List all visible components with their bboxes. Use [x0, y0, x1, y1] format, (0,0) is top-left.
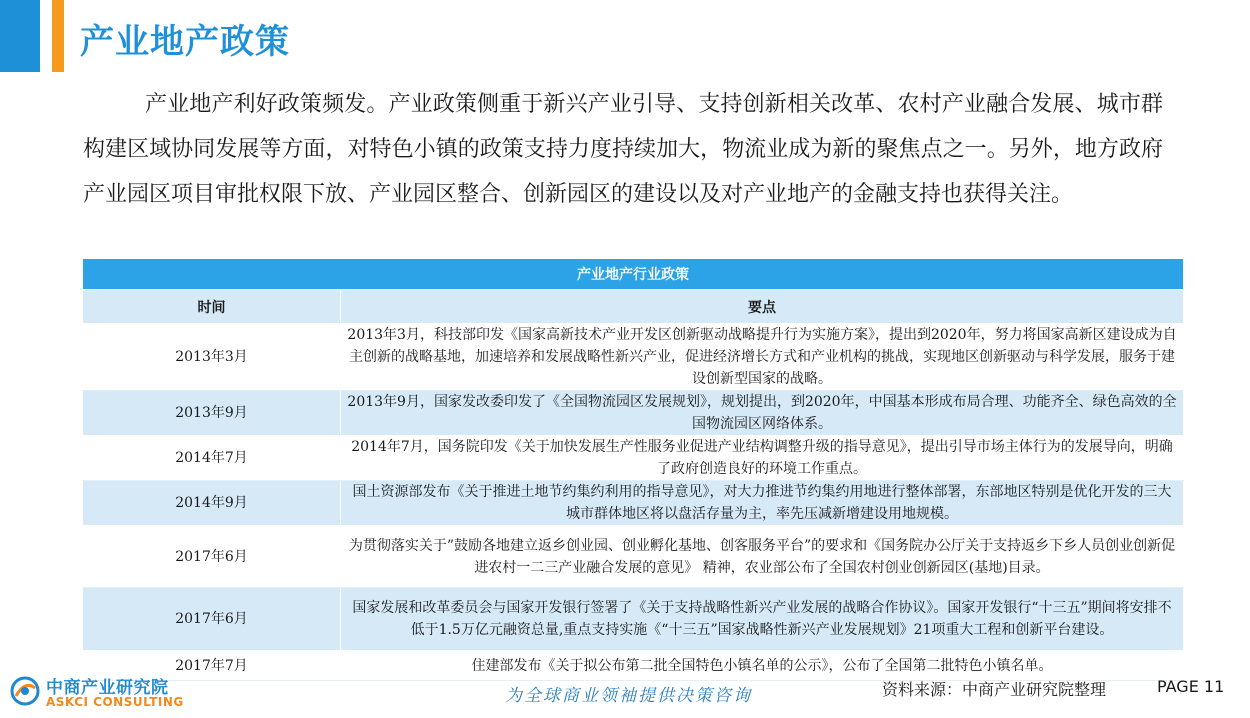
table-caption: 产业地产行业政策	[83, 259, 1184, 290]
row-date: 2014年9月	[83, 481, 341, 526]
askci-logo-icon	[10, 676, 40, 706]
footer-slogan: 为全球商业领袖提供决策咨询	[505, 686, 752, 706]
row-date: 2017年6月	[83, 526, 341, 588]
table-row	[83, 391, 1184, 436]
column-header-time: 时间	[83, 290, 341, 324]
table-row	[83, 436, 1184, 481]
row-date: 2017年7月	[83, 651, 341, 681]
row-point: 住建部发布《关于拟公布第二批全国特色小镇名单的公示》，公布了全国第二批特色小镇名单。	[341, 651, 1184, 681]
table-row	[83, 526, 1184, 588]
row-point: 为贯彻落实关于”鼓励各地建立返乡创业园、创业孵化基地、创客服务平台”的要求和《国务院办公厅关于支持返乡下乡人员创业创新促进农村一二三产业融合发展的意见》 精神，农业部公布了全国农村创业创新园区(基地)目录。	[341, 526, 1184, 588]
page-number: PAGE 11	[1157, 677, 1225, 696]
askci-logo	[4, 670, 184, 714]
row-point: 国家发展和改革委员会与国家开发银行签署了《关于支持战略性新兴产业发展的战略合作协议》。国家开发银行“十三五”期间将安排不低于1.5万亿元融资总量,重点支持实施《“十三五”国家战略性新兴产业发展规划》21项重大工程和创新平台建设。	[341, 588, 1184, 651]
table-row	[83, 588, 1184, 651]
row-point: 国土资源部发布《关于推进土地节约集约利用的指导意见》，对大力推进节约集约用地进行整体部署，东部地区特别是优化开发的三大城市群体地区将以盘活存量为主，率先压减新增建设用地规模。	[341, 481, 1184, 526]
page-title: 产业地产政策	[80, 22, 290, 62]
row-date: 2013年3月	[83, 324, 341, 391]
logo-name-en: ASKCI CONSULTING	[46, 695, 184, 709]
row-date: 2017年6月	[83, 588, 341, 651]
intro-paragraph: 产业地产利好政策频发。产业政策侧重于新兴产业引导、支持创新相关改革、农村产业融合发展、城市群构建区域协同发展等方面，对特色小镇的政策支持力度持续加大，物流业成为新的聚焦点之一。另外，地方政府产业园区项目审批权限下放、产业园区整合、创新园区的建设以及对产业地产的金融支持也获得关注。	[83, 92, 1163, 207]
row-point: 2013年9月，国家发改委印发了《全国物流园区发展规划》，规划提出，到2020年，中国基本形成布局合理、功能齐全、绿色高效的全国物流园区网络体系。	[341, 391, 1184, 436]
row-date: 2014年7月	[83, 436, 341, 481]
table-row	[83, 651, 1184, 681]
logo-name-cn: 中商产业研究院	[46, 678, 169, 698]
row-point: 2014年7月，国务院印发《关于加快发展生产性服务业促进产业结构调整升级的指导意见》，提出引导市场主体行为的发展导向，明确了政府创造良好的环境工作重点。	[341, 436, 1184, 481]
column-header-points: 要点	[341, 290, 1184, 324]
source-note: 资料来源：中商产业研究院整理	[882, 680, 1107, 699]
policy-table	[82, 258, 1184, 681]
row-point: 2013年3月，科技部印发《国家高新技术产业开发区创新驱动战略提升行为实施方案》，提出到2020年，努力将国家高新区建设成为自主创新的战略基地，加速培养和发展战略性新兴产业，促进经济增长方式和产业机构的挑战，实现地区创新驱动与科学发展，服务于建设创新型国家的战略。	[341, 324, 1184, 391]
accent-bar-orange	[52, 0, 64, 72]
table-row	[83, 481, 1184, 526]
row-date: 2013年9月	[83, 391, 341, 436]
accent-bar-blue	[0, 0, 40, 72]
table-row	[83, 324, 1184, 391]
